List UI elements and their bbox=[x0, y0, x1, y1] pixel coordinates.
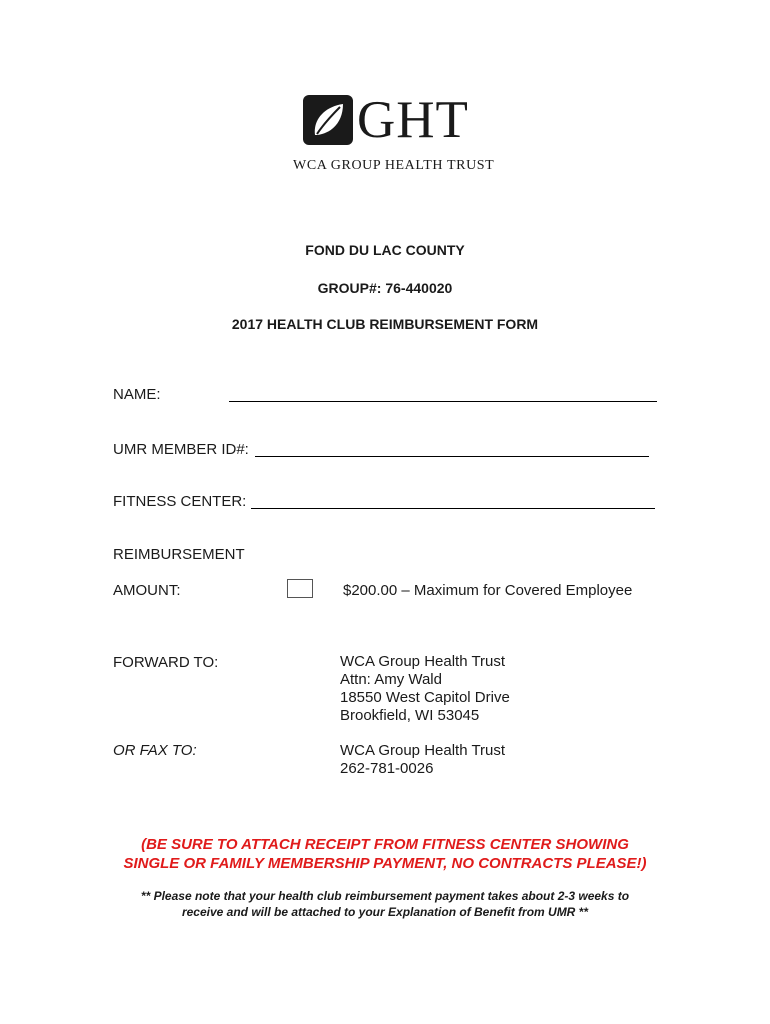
logo-subtitle: WCA GROUP HEALTH TRUST bbox=[293, 158, 495, 173]
form-title: 2017 HEALTH CLUB REIMBURSEMENT FORM bbox=[231, 316, 539, 332]
fitness-center-field[interactable] bbox=[251, 508, 655, 509]
logo-letters: GHT bbox=[357, 91, 469, 149]
fax-line: WCA Group Health Trust bbox=[340, 742, 506, 759]
name-label: NAME: bbox=[113, 386, 161, 403]
member-id-label: UMR MEMBER ID#: bbox=[113, 441, 249, 458]
amount-label: AMOUNT: bbox=[113, 582, 181, 599]
name-field[interactable] bbox=[229, 401, 657, 402]
member-id-field[interactable] bbox=[255, 456, 649, 457]
note-line-1: ** Please note that your health club reimbursement payment takes about 2-3 weeks to bbox=[140, 889, 630, 903]
leaf-icon bbox=[303, 95, 353, 145]
warning-line-2: SINGLE OR FAMILY MEMBERSHIP PAYMENT, NO CONTRACTS PLEASE!) bbox=[123, 855, 647, 872]
note-line-2: receive and will be attached to your Explanation of Benefit from UMR ** bbox=[181, 905, 589, 919]
address-line: Brookfield, WI 53045 bbox=[340, 707, 480, 724]
group-number: GROUP#: 76-440020 bbox=[317, 280, 453, 296]
amount-text: $200.00 – Maximum for Covered Employee bbox=[343, 582, 633, 599]
address-line: 18550 West Capitol Drive bbox=[340, 689, 510, 706]
warning-line-1: (BE SURE TO ATTACH RECEIPT FROM FITNESS CENTER SHOWING bbox=[141, 836, 629, 853]
fitness-center-label: FITNESS CENTER: bbox=[113, 493, 247, 510]
fax-details bbox=[340, 742, 505, 778]
address-line: Attn: Amy Wald bbox=[340, 671, 442, 688]
county-heading: FOND DU LAC COUNTY bbox=[305, 242, 465, 258]
forward-address bbox=[340, 653, 510, 725]
address-line: WCA Group Health Trust bbox=[340, 653, 506, 670]
forward-label: FORWARD TO: bbox=[113, 654, 219, 671]
fax-label: OR FAX TO: bbox=[113, 742, 197, 759]
amount-checkbox[interactable] bbox=[287, 579, 313, 598]
fax-line: 262-781-0026 bbox=[340, 760, 434, 777]
reimbursement-label: REIMBURSEMENT bbox=[113, 546, 245, 563]
